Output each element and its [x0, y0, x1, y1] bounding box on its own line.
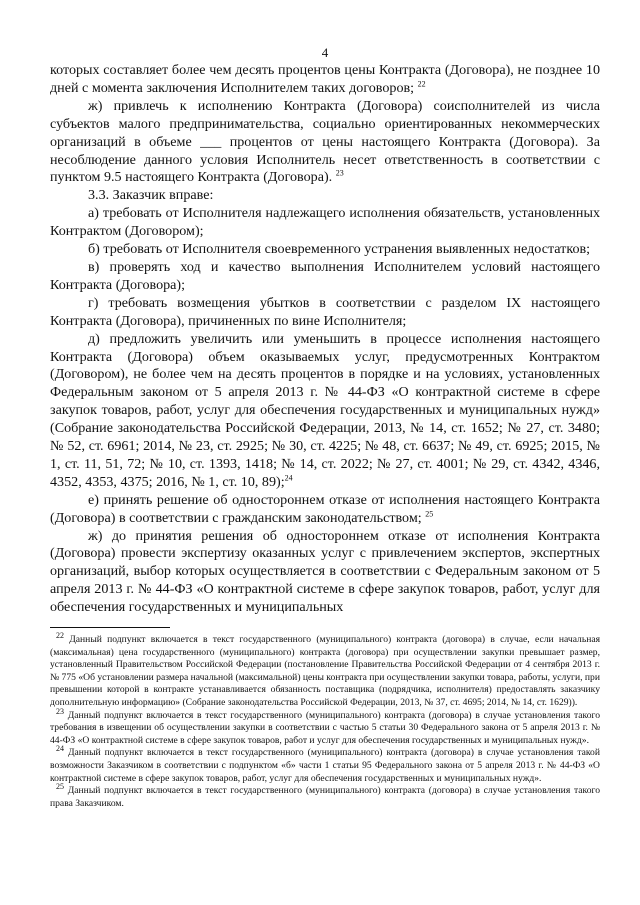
paragraph: в) проверять ход и качество выполнения Исполнителем условий настоящего Контракта (Договора);	[50, 258, 600, 293]
paragraph: г) требовать возмещения убытков в соответствии с разделом IX настоящего Контракта (Договора), причиненных по вине Исполнителя;	[50, 294, 600, 329]
footnote-divider	[50, 627, 170, 628]
section-heading: 3.3. Заказчик вправе:	[88, 187, 214, 204]
page-number: 4	[321, 45, 329, 60]
paragraph: е) принять решение об одностороннем отказе от исполнения настоящего Контракта (Договора) в соответствии с гражданским законодательством; $^{25}$	[50, 491, 600, 526]
footnote-number: 24	[56, 744, 64, 754]
paragraph: а) требовать от Исполнителя надлежащего исполнения обязательств, установленных Контрактом (Договором);	[50, 205, 600, 240]
body-text	[50, 62, 600, 617]
paragraph: ж) привлечь к исполнению Контракта (Договора) соисполнителей из числа субъектов малого предпринимательства, социально ориентированных некоммерческих организаций в объеме ___ процентов от цены настоящего Контракта (Договора). За несоблюдение данного условия Исполнитель несет ответственность в соответствии с пунктом 9.5 настоящего Контракта (Договора). $^{23}$	[50, 97, 600, 186]
footnote: $^{23}$ Данный подпункт включается в текст государственного (муниципального) контракта (договора) в случае установления такого требования в извещении об осуществлении закупки в соответствии с частью 5 статьи 30 Федерального закона от 5 апреля 2013 г. № 44-ФЗ «О контрактной системе в сфере закупок товаров, работ и услуг для обеспечения государственных и муниципальных нужд».	[50, 706, 600, 746]
footnote-ref[interactable]: 23	[335, 168, 344, 178]
footnote-ref[interactable]: 25	[425, 508, 434, 518]
footnote-number: 22	[56, 630, 64, 640]
footnotes	[50, 630, 601, 810]
footnote: $^{24}$ Данный подпункт включается в текст государственного (муниципального) контракта (договора) в случае установления такой возможности Заказчиком в соответствии с подпунктом «б» части 1 статьи 95 Федерального закона от 5 апреля 2013 г. № 44-ФЗ «О контрактной системе в сфере закупок товаров, работ, услуг для обеспечения государственных и муниципальных нужд».	[50, 744, 600, 784]
footnote-ref[interactable]: 22	[417, 79, 426, 89]
footnote-ref[interactable]: 24	[284, 473, 293, 483]
paragraph: б) требовать от Исполнителя своевременного устранения выявленных недостатков;	[88, 241, 591, 258]
paragraph: д) предложить увеличить или уменьшить в процессе исполнения настоящего Контракта (Договора) объем оказываемых услуг, предусмотренных Контрактом (Договором), не более чем на десять процентов в порядке и на условиях, установленных Федеральным законом от 5 апреля 2013 г. № 44-ФЗ «О контрактной системе в сфере закупок товаров, работ, услуг для обеспечения государственных и муниципальных нужд» (Собрание законодательства Российской Федерации, 2013, № 14, ст. 1652; № 27, ст. 3480; № 52, ст. 6961; 2014, № 23, ст. 2925; № 30, ст. 4225; № 48, ст. 6637; № 49, ст. 6925; 2015, № 1, ст. 11, 51, 72; № 10, ст. 1393, 1418; № 14, ст. 2022; № 27, ст. 4001; № 29, ст. 4342, 4346, 4352, 4353, 4375; 2016, № 1, ст. 10, 89);$^{24}$	[50, 330, 600, 490]
paragraph: которых составляет более чем десять процентов цены Контракта (Договора), не позднее 10 дней с момента заключения Исполнителем таких договоров; $^{22}$	[50, 62, 600, 96]
paragraph: ж) до принятия решения об одностороннем отказе от исполнения Контракта (Договора) провести экспертизу оказанных услуг с привлечением экспертов, экспертных организаций, выбор которых осуществляется в соответствии с Федеральным законом от 5 апреля 2013 г. № 44-ФЗ «О контрактной системе в сфере закупок товаров, работ, услуг для обеспечения государственных и муниципальных	[50, 527, 600, 616]
footnote-number: 25	[56, 782, 64, 792]
footnote: $^{22}$ Данный подпункт включается в текст государственного (муниципального) контракта (договора) в случае, если начальная (максимальная) цена государственного (муниципального) контракта (договора) при осуществлении закупки превышает размер, установленный Правительством Российской Федерации (постановление Правительства Российской Федерации от 4 сентября 2013 г. № 775 «Об установлении размера начальной (максимальной) цены контракта при осуществлении закупки товара, работы, услуги, при превышении которой в контракте устанавливается обязанность поставщика (подрядчика, исполнителя) предоставлять заказчику дополнительную информацию» (Собрание законодательства Российской Федерации, 2013, № 37, ст. 4695; 2014, № 14, ст. 1629)).	[50, 630, 601, 709]
footnote: $^{25}$ Данный подпункт включается в текст государственного (муниципального) контракта (договора) в случае установления такого права Заказчиком.	[50, 782, 600, 809]
footnote-number: 23	[56, 706, 64, 716]
